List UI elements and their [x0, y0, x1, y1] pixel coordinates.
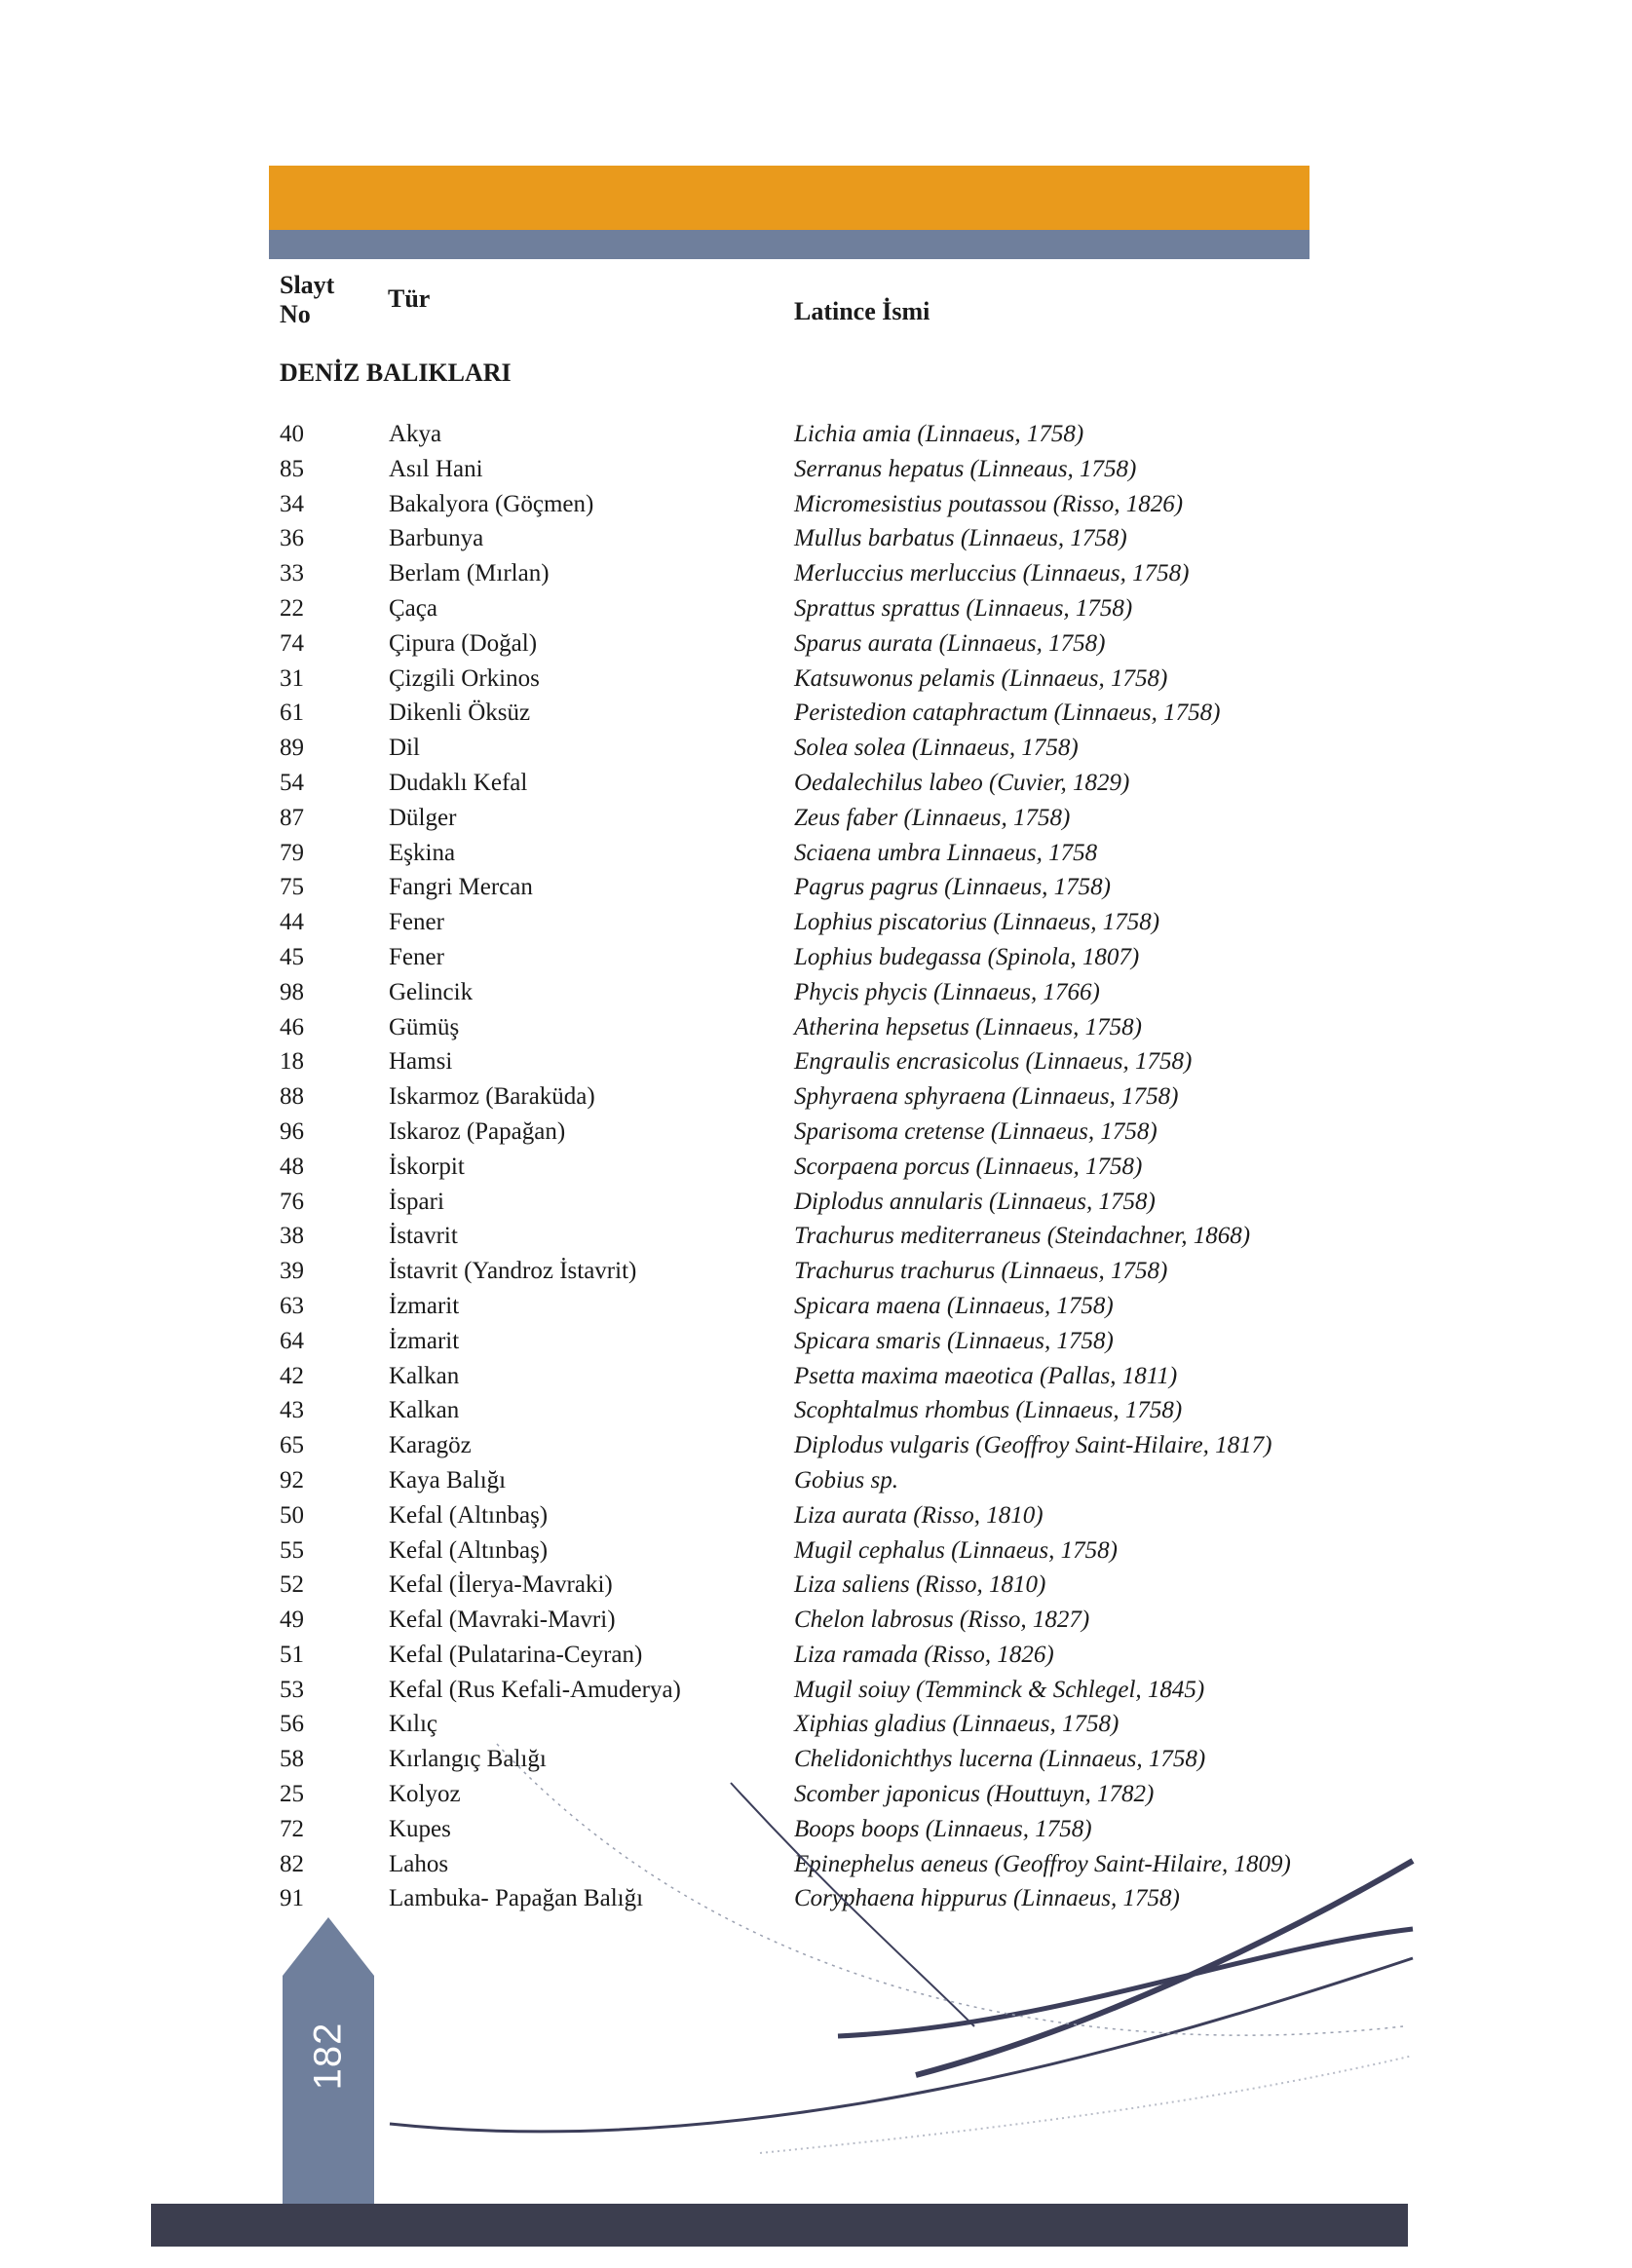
species-name: Çaça	[389, 594, 437, 622]
table-row	[280, 1533, 1351, 1569]
slide-number: 98	[280, 978, 304, 1005]
latin-name: Chelon labrosus (Risso, 1827)	[794, 1606, 1090, 1634]
table-row	[280, 662, 1351, 697]
species-name: Dil	[389, 735, 420, 762]
slide-number: 48	[280, 1153, 304, 1180]
table-row	[280, 1289, 1351, 1324]
species-name: Fangri Mercan	[389, 874, 533, 901]
table-row	[280, 1254, 1351, 1289]
latin-name: Solea solea (Linnaeus, 1758)	[794, 735, 1079, 762]
species-name: Çipura (Doğal)	[389, 629, 538, 657]
slide-number: 25	[280, 1781, 304, 1808]
table-row	[280, 591, 1351, 626]
species-name: Gümüş	[389, 1013, 460, 1040]
section-title: DENİZ BALIKLARI	[280, 359, 512, 387]
slide-number: 92	[280, 1466, 304, 1493]
species-name: Kefal (Pulatarina-Ceyran)	[389, 1641, 643, 1668]
latin-name: Psetta maxima maeotica (Pallas, 1811)	[794, 1362, 1178, 1389]
latin-name: Boops boops (Linnaeus, 1758)	[794, 1815, 1092, 1842]
slide-number: 72	[280, 1815, 304, 1842]
latin-name: Xiphias gladius (Linnaeus, 1758)	[794, 1711, 1120, 1738]
species-name: Iskaroz (Papağan)	[389, 1117, 566, 1145]
table-row	[280, 1150, 1351, 1185]
species-name: Kaya Balığı	[389, 1466, 507, 1493]
table-row	[280, 1673, 1351, 1708]
species-name: İstavrit	[389, 1223, 458, 1250]
table-row	[280, 1498, 1351, 1533]
slide-number: 38	[280, 1223, 304, 1250]
latin-name: Lichia amia (Linnaeus, 1758)	[794, 421, 1084, 447]
latin-name: Sprattus sprattus (Linnaeus, 1758)	[794, 594, 1133, 622]
table-row	[280, 801, 1351, 836]
species-name: Iskarmoz (Baraküda)	[389, 1083, 595, 1111]
table-row	[280, 417, 1351, 452]
table-row	[280, 1568, 1351, 1603]
latin-name: Sparisoma cretense (Linnaeus, 1758)	[794, 1117, 1158, 1145]
latin-name: Liza ramada (Risso, 1826)	[794, 1641, 1054, 1668]
species-name: Fener	[389, 909, 444, 936]
slide-number: 74	[280, 629, 304, 657]
latin-name: Diplodus vulgaris (Geoffroy Saint-Hilaire, 1817)	[794, 1432, 1272, 1459]
species-name: İstavrit (Yandroz İstavrit)	[389, 1258, 637, 1285]
latin-name: Chelidonichthys lucerna (Linnaeus, 1758)	[794, 1746, 1206, 1773]
slide-number: 22	[280, 594, 304, 622]
latin-name: Katsuwonus pelamis (Linnaeus, 1758)	[794, 664, 1168, 692]
latin-name: Mugil soiuy (Temminck & Schlegel, 1845)	[794, 1676, 1205, 1703]
latin-name: Pagrus pagrus (Linnaeus, 1758)	[794, 874, 1112, 901]
species-name: Kırlangıç Balığı	[389, 1746, 547, 1773]
slide-number: 87	[280, 804, 304, 831]
latin-name: Gobius sp.	[794, 1466, 898, 1493]
species-name: Dülger	[389, 804, 457, 831]
species-name: Dikenli Öksüz	[389, 699, 531, 727]
slide-number: 85	[280, 455, 304, 482]
slide-number: 88	[280, 1083, 304, 1111]
slide-number: 63	[280, 1292, 304, 1319]
slide-number: 50	[280, 1501, 304, 1529]
slide-number: 65	[280, 1432, 304, 1459]
table-row	[280, 556, 1351, 591]
slide-number: 55	[280, 1536, 304, 1564]
latin-name: Diplodus annularis (Linnaeus, 1758)	[794, 1188, 1156, 1215]
latin-name: Sparus aurata (Linnaeus, 1758)	[794, 629, 1106, 657]
table-row	[280, 1079, 1351, 1115]
table-row	[280, 1010, 1351, 1045]
latin-name: Oedalechilus labeo (Cuvier, 1829)	[794, 769, 1130, 796]
slide-number: 43	[280, 1397, 304, 1424]
latin-name: Scorpaena porcus (Linnaeus, 1758)	[794, 1153, 1143, 1180]
header-orange-band	[269, 166, 1309, 230]
latin-name: Scomber japonicus (Houttuyn, 1782)	[794, 1781, 1155, 1808]
latin-name: Sciaena umbra Linnaeus, 1758	[794, 839, 1098, 866]
footer-bar	[151, 2204, 1408, 2247]
slide-number: 34	[280, 490, 304, 517]
species-name: Eşkina	[389, 839, 456, 866]
slide-number: 91	[280, 1885, 304, 1912]
latin-name: Sphyraena sphyraena (Linnaeus, 1758)	[794, 1083, 1179, 1111]
slide-number: 39	[280, 1258, 304, 1285]
latin-name: Liza saliens (Risso, 1810)	[794, 1571, 1046, 1599]
table-row	[280, 1324, 1351, 1359]
latin-name: Mullus barbatus (Linnaeus, 1758)	[794, 525, 1127, 552]
slide-number: 46	[280, 1013, 304, 1040]
species-name: Berlam (Mırlan)	[389, 560, 550, 587]
species-name: Kefal (Mavraki-Mavri)	[389, 1606, 616, 1634]
latin-name: Mugil cephalus (Linnaeus, 1758)	[794, 1536, 1118, 1564]
slide-number: 53	[280, 1676, 304, 1703]
table-row	[280, 1359, 1351, 1394]
header-slate-band	[269, 230, 1309, 259]
table-row	[280, 1044, 1351, 1079]
species-name: Lambuka- Papağan Balığı	[389, 1885, 644, 1912]
species-name: İzmarit	[389, 1292, 460, 1319]
page-number: 182	[306, 2022, 350, 2090]
table-row	[280, 452, 1351, 487]
table-row	[280, 1638, 1351, 1673]
column-header-slide-no: Slayt No	[280, 271, 335, 328]
table-row	[280, 766, 1351, 801]
table-row	[280, 1463, 1351, 1498]
latin-name: Scophtalmus rhombus (Linnaeus, 1758)	[794, 1397, 1183, 1424]
latin-name: Lophius budegassa (Spinola, 1807)	[794, 943, 1140, 970]
column-header-latin-name: Latince İsmi	[794, 297, 930, 325]
table-row	[280, 1185, 1351, 1220]
species-name: Kalkan	[389, 1397, 460, 1424]
slide-number: 75	[280, 874, 304, 901]
table-row	[280, 521, 1351, 556]
slide-number: 76	[280, 1188, 304, 1215]
latin-name: Trachurus trachurus (Linnaeus, 1758)	[794, 1258, 1168, 1285]
slide-number: 40	[280, 421, 304, 447]
species-name: Kupes	[389, 1815, 451, 1842]
slide-number: 64	[280, 1327, 304, 1354]
species-name: Kalkan	[389, 1362, 460, 1389]
species-name: Asıl Hani	[389, 455, 483, 482]
species-name: Barbunya	[389, 525, 484, 552]
species-name: Karagöz	[389, 1432, 472, 1459]
slide-number: 96	[280, 1117, 304, 1145]
species-table	[280, 417, 1351, 1916]
slide-number: 51	[280, 1641, 304, 1668]
slide-number: 42	[280, 1362, 304, 1389]
slide-number: 49	[280, 1606, 304, 1634]
species-name: İskorpit	[389, 1153, 465, 1180]
slide-number: 61	[280, 699, 304, 727]
page-number-wrap	[283, 1987, 374, 2124]
slide-number: 89	[280, 735, 304, 762]
table-row	[280, 1115, 1351, 1150]
species-name: Hamsi	[389, 1048, 453, 1076]
latin-name: Zeus faber (Linnaeus, 1758)	[794, 804, 1071, 831]
latin-name: Epinephelus aeneus (Geoffroy Saint-Hilaire, 1809)	[794, 1850, 1291, 1877]
table-row	[280, 1219, 1351, 1254]
table-row	[280, 696, 1351, 731]
slide-number: 44	[280, 909, 304, 936]
latin-name: Coryphaena hippurus (Linnaeus, 1758)	[794, 1885, 1180, 1912]
table-row	[280, 975, 1351, 1010]
table-row	[280, 905, 1351, 940]
species-name: Gelincik	[389, 978, 474, 1005]
species-name: Akya	[389, 421, 442, 447]
table-row	[280, 870, 1351, 905]
species-name: Dudaklı Kefal	[389, 769, 528, 796]
slide-number: 31	[280, 664, 304, 692]
slide-number: 58	[280, 1746, 304, 1773]
column-header-species: Tür	[388, 284, 431, 313]
table-row	[280, 1428, 1351, 1463]
slide-number: 56	[280, 1711, 304, 1738]
slide-number: 33	[280, 560, 304, 587]
latin-name: Peristedion cataphractum (Linnaeus, 1758)	[794, 699, 1221, 727]
species-name: Lahos	[389, 1850, 449, 1877]
latin-name: Engraulis encrasicolus (Linnaeus, 1758)	[794, 1048, 1193, 1076]
table-row	[280, 626, 1351, 662]
table-row	[280, 1603, 1351, 1638]
species-name: Bakalyora (Göçmen)	[389, 490, 594, 517]
species-name: Kılıç	[389, 1711, 437, 1738]
slide-number: 79	[280, 839, 304, 866]
species-name: Kefal (Rus Kefali-Amuderya)	[389, 1676, 681, 1703]
latin-name: Trachurus mediterraneus (Steindachner, 1868)	[794, 1223, 1251, 1250]
species-name: İspari	[389, 1188, 444, 1215]
latin-name: Phycis phycis (Linnaeus, 1766)	[794, 978, 1100, 1005]
species-name: Kefal (İlerya-Mavraki)	[389, 1571, 613, 1599]
latin-name: Serranus hepatus (Linneaus, 1758)	[794, 455, 1137, 482]
table-row	[280, 1393, 1351, 1428]
slide-number: 18	[280, 1048, 304, 1076]
species-name: Fener	[389, 943, 444, 970]
table-row	[280, 731, 1351, 766]
species-name: İzmarit	[389, 1327, 460, 1354]
species-name: Kolyoz	[389, 1781, 461, 1808]
latin-name: Micromesistius poutassou (Risso, 1826)	[794, 490, 1184, 517]
table-row	[280, 487, 1351, 522]
species-name: Kefal (Altınbaş)	[389, 1536, 549, 1564]
slide-number: 52	[280, 1571, 304, 1599]
decorative-swoosh	[370, 1734, 1423, 2211]
table-row	[280, 940, 1351, 975]
latin-name: Merluccius merluccius (Linnaeus, 1758)	[794, 560, 1190, 587]
species-name: Çizgili Orkinos	[389, 664, 540, 692]
slide-number: 36	[280, 525, 304, 552]
latin-name: Spicara maena (Linnaeus, 1758)	[794, 1292, 1114, 1319]
latin-name: Spicara smaris (Linnaeus, 1758)	[794, 1327, 1114, 1354]
species-name: Kefal (Altınbaş)	[389, 1501, 549, 1529]
latin-name: Lophius piscatorius (Linnaeus, 1758)	[794, 909, 1160, 936]
slide-number: 82	[280, 1850, 304, 1877]
latin-name: Atherina hepsetus (Linnaeus, 1758)	[794, 1013, 1142, 1040]
slide-number: 54	[280, 769, 304, 796]
table-row	[280, 836, 1351, 871]
latin-name: Liza aurata (Risso, 1810)	[794, 1501, 1044, 1529]
slide-number: 45	[280, 943, 304, 970]
